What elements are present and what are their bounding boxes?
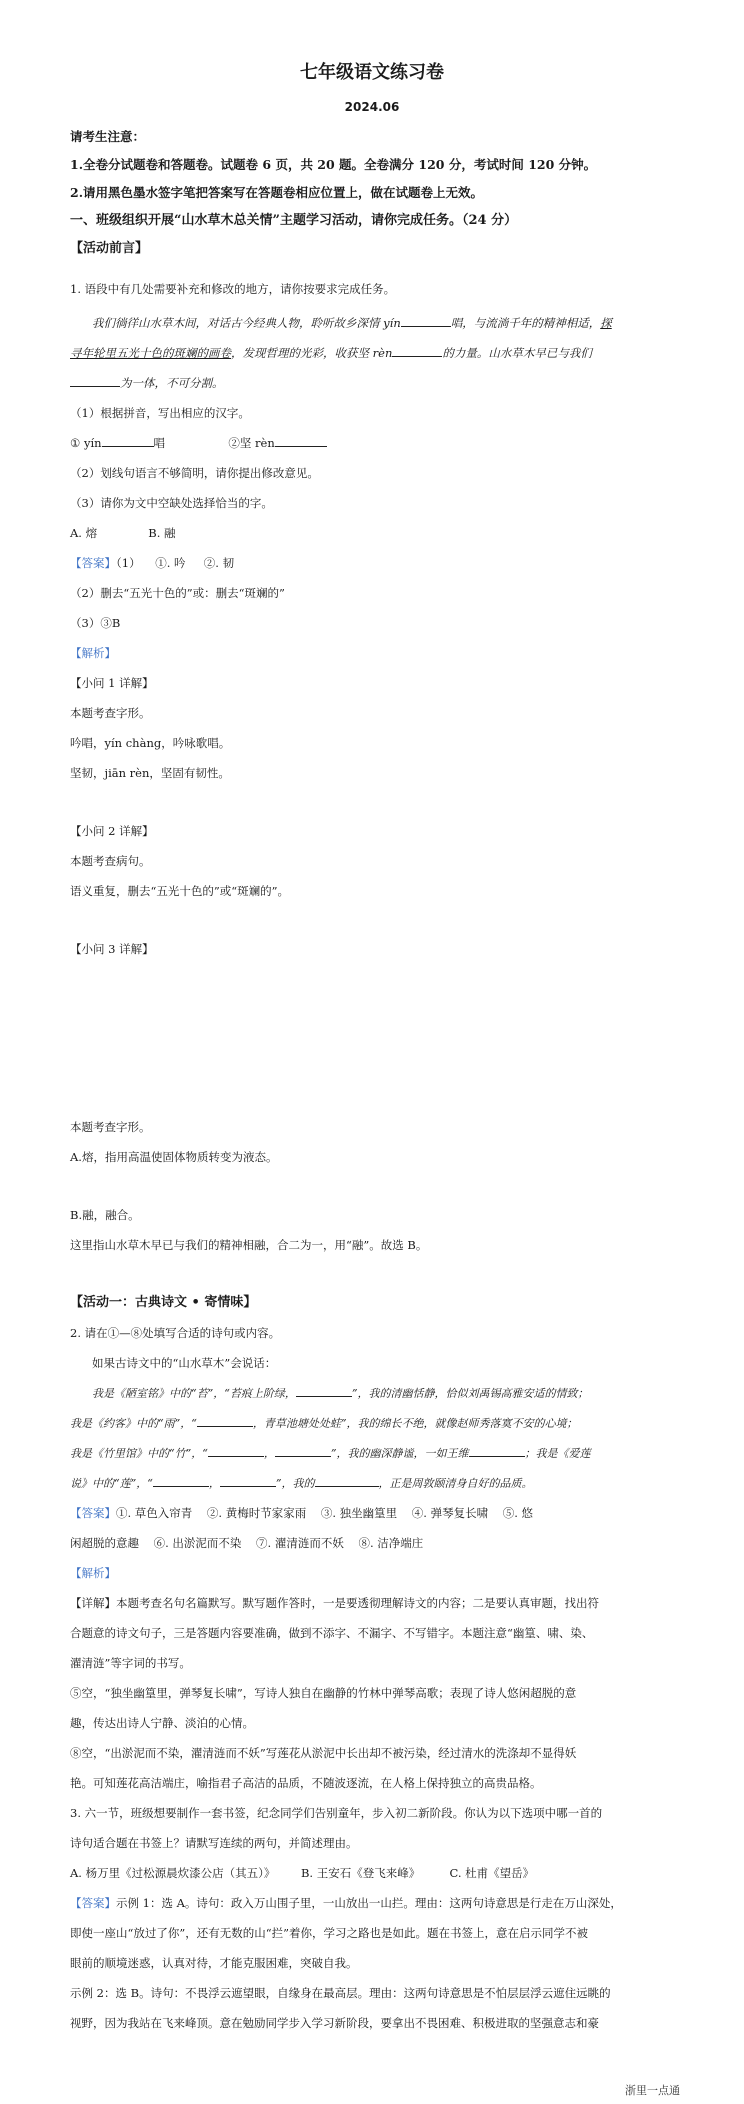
q1-detail-2-line-1: 本题考查病句。 — [70, 854, 151, 868]
q1-detail-3-line-4: 这里指山水草木早已与我们的精神相融，合二为一，用“融”。故选 B。 — [70, 1238, 428, 1252]
q1-detail-2-title: 【小问 2 详解】 — [70, 824, 154, 838]
q3-answer-line-1: 【答案】示例 1：选 A。诗句：政入万山围子里，一山放出一山拦。理由：这两句诗意思是行走在万山深处， — [70, 1896, 622, 1910]
q1-detail-3-line-1: 本题考查字形。 — [70, 1120, 151, 1134]
q1-paragraph-line-1: 我们徜徉山水草木间，对话古今经典人物，聆听故乡深情 yín 唱，与流淌千年的精神相适，探 — [92, 316, 612, 330]
q2-detail-line-2: 合题意的诗文句子，三是答题内容要准确，做到不添字、不漏字、不写错字。本题注意“幽篁、啸、染、 — [70, 1626, 594, 1640]
q2-lead: 如果古诗文中的“山水草木”会说话： — [92, 1356, 277, 1370]
notice-item-2: 2.请用黑色墨水签字笔把答案写在答题卷相应位置上，做在试题卷上无效。 — [70, 185, 484, 200]
section-1-heading: 一、班级组织开展“山水草木总关情”主题学习活动，请你完成任务。（24 分） — [70, 213, 518, 228]
exam-date: 2024.06 — [344, 100, 400, 114]
q1-answer-line-1: 【答案】（1） ①. 吟 ②. 韧 — [70, 556, 235, 570]
activity-1-heading: 【活动一：古典诗文 • 寄情味】 — [70, 1295, 257, 1310]
notice-item-1: 1.全卷分试题卷和答题卷。试题卷 6 页，共 20 题。全卷满分 120 分，考试时间 120 分钟。 — [70, 157, 597, 172]
q1-detail-1-title: 【小问 1 详解】 — [70, 676, 154, 690]
blank-rong — [70, 374, 120, 387]
q2-poem-line-4: 说》中的“莲”，“ ， ”，我的 ，正是周敦颐清身自好的品质。 — [70, 1474, 680, 1493]
q2-detail-line-3: 濯清涟”等字词的书写。 — [70, 1656, 191, 1670]
question-3-stem-line-1: 3. 六一节，班级想要制作一套书签，纪念同学们告别童年，步入初二新阶段。你认为以下选项中哪一首的 — [70, 1806, 603, 1820]
q1-sub-3: （3）请你为文中空缺处选择恰当的字。 — [70, 496, 273, 510]
question-3-stem-line-2: 诗句适合题在书签上？请默写连续的两句，并简述理由。 — [70, 1836, 358, 1850]
q2-detail-line-6: ⑧空，“出淤泥而不染，濯清涟而不妖”写莲花从淤泥中长出却不被污染，经过清水的洗涤却不显得妖 — [70, 1746, 577, 1760]
q3-answer-line-4: 示例 2：选 B。诗句：不畏浮云遮望眼，自缘身在最高层。理由：这两句诗意思是不怕层层浮云遮住远眺的 — [70, 1986, 611, 2000]
activity-preface-heading: 【活动前言】 — [70, 241, 149, 256]
q1-detail-1-line-2: 吟唱，yín chàng，吟咏歌唱。 — [70, 736, 231, 750]
notice-heading: 请考生注意： — [70, 129, 146, 144]
q1-sub-2: （2）划线句语言不够简明，请你提出修改意见。 — [70, 466, 319, 480]
q1-sub-1: （1）根据拼音，写出相应的汉字。 — [70, 406, 250, 420]
page-title: 七年级语文练习卷 — [300, 62, 444, 83]
q2-answer-line-1: 【答案】①. 草色入帘青 ②. 黄梅时节家家雨 ③. 独坐幽篁里 ④. 弹琴复长啸 ⑤. 悠 — [70, 1506, 534, 1520]
q1-detail-1-line-3: 坚韧，jiān rèn，坚固有韧性。 — [70, 766, 230, 780]
q1-paragraph-line-2: 寻年轮里五光十色的斑斓的画卷，发现哲理的光彩，收获坚 rèn 的力量。山水草木早已与我们 — [70, 346, 592, 360]
q2-poem-line-1: 我是《陋室铭》中的“苔”，“苔痕上阶绿， ”，我的清幽恬静，恰似刘禹锡高雅安适的情致； — [92, 1384, 680, 1403]
q1-answer-line-3: （3）③B — [70, 616, 121, 630]
q2-analysis-label: 【解析】 — [70, 1566, 116, 1580]
blank-ren — [392, 344, 442, 357]
q3-answer-line-3: 眼前的顺境迷惑，认真对待，才能克服困难，突破自我。 — [70, 1956, 358, 1970]
blank-yin — [401, 314, 451, 327]
q2-detail-line-5: 趣，传达出诗人宁静、淡泊的心情。 — [70, 1716, 254, 1730]
question-1-stem: 1. 语段中有几处需要补充和修改的地方，请你按要求完成任务。 — [70, 282, 396, 296]
q1-detail-3-title: 【小问 3 详解】 — [70, 942, 154, 956]
question-2-stem: 2. 请在①—⑧处填写合适的诗句或内容。 — [70, 1326, 281, 1340]
q1-options: A. 熔 B. 融 — [70, 526, 176, 540]
q2-poem-line-2: 我是《约客》中的“雨”，“ ，青草池塘处处蛙”，我的绵长不绝，就像赵师秀落寞不安的心境； — [70, 1414, 680, 1433]
q1-detail-3-line-3: B.融，融合。 — [70, 1208, 140, 1222]
q1-detail-2-line-2: 语义重复，删去“五光十色的”或“斑斓的”。 — [70, 884, 290, 898]
q3-answer-line-2: 即使一座山“放过了你”，还有无数的山“拦”着你，学习之路也是如此。题在书签上，意在启示同学不被 — [70, 1926, 589, 1940]
q2-answer-line-2: 闲超脱的意趣 ⑥. 出淤泥而不染 ⑦. 濯清涟而不妖 ⑧. 洁净端庄 — [70, 1536, 424, 1550]
q2-detail-line-7: 艳。可知莲花高洁端庄，喻指君子高洁的品质，不随波逐流，在人格上保持独立的高贵品格。 — [70, 1776, 542, 1790]
q1-answer-line-2: （2）删去“五光十色的”或：删去“斑斓的” — [70, 586, 285, 600]
q1-paragraph-line-3: 为一体，不可分割。 — [70, 374, 680, 392]
q3-answer-line-5: 视野，因为我站在飞来峰顶。意在勉励同学步入学习新阶段，要拿出不畏困难、积极进取的坚强意志和豪 — [70, 2016, 599, 2030]
q2-detail-line-4: ⑤空，“独坐幽篁里，弹琴复长啸”，写诗人独自在幽静的竹林中弹琴高歌；表现了诗人悠闲超脱的意 — [70, 1686, 577, 1700]
q1-analysis-label: 【解析】 — [70, 646, 116, 660]
q1-detail-1-line-1: 本题考查字形。 — [70, 706, 151, 720]
q1-detail-3-line-2: A.熔，指用高温使固体物质转变为液态。 — [70, 1150, 278, 1164]
q2-poem-line-3: 我是《竹里馆》中的“竹”，“ ， ”，我的幽深静谧，一如王维 ；我是《爱莲 — [70, 1444, 680, 1463]
q1-sub-1-blanks: ① yín 唱 ②坚 rèn — [70, 434, 680, 452]
q3-options: A. 杨万里《过松源晨炊漆公店（其五）》 B. 王安石《登飞来峰》 C. 杜甫《望岳》 — [70, 1866, 535, 1880]
q2-detail-line-1: 【详解】本题考查名句名篇默写。默写题作答时，一是要透彻理解诗文的内容；二是要认真审题，找出符 — [70, 1596, 599, 1610]
footer-watermark: 浙里一点通 — [625, 2084, 680, 2097]
